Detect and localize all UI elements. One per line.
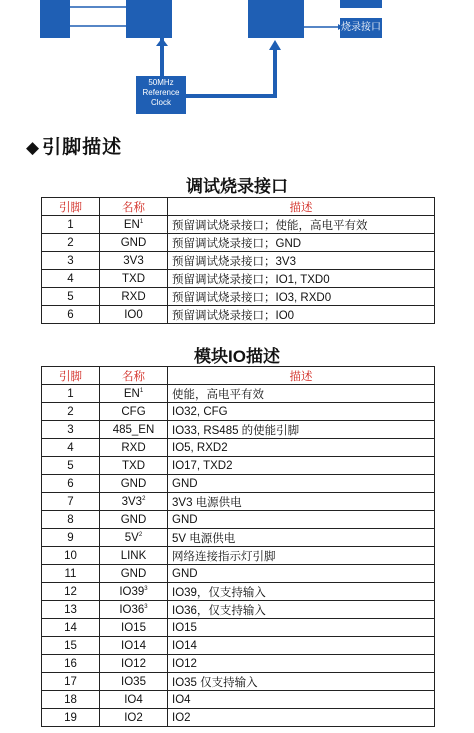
table-row [42,252,435,270]
pin-number-cell-text: 15 [64,639,77,652]
pin-name-cell-text: LINK [120,549,147,562]
pin-name-cell-text: GND [120,567,147,580]
table-row [42,270,435,288]
pin-number-cell [42,655,100,673]
pin-name-cell-text: 5V [124,531,139,544]
pin-name-cell-text: TXD [122,459,145,472]
pin-number-cell [42,565,100,583]
pin-name-cell [100,306,168,324]
pin-name-cell-text: GND [120,236,147,249]
io-pin-table [41,366,435,727]
pin-number-cell-text: 2 [67,405,74,418]
pin-name-cell-text: IO15 [121,621,146,634]
table-row [42,601,435,619]
pin-name-cell-text: GND [120,477,147,490]
table-row [42,529,435,547]
pin-description-cell-text: IO35 仅支持输入 [172,676,258,689]
pin-description-cell [168,457,435,475]
pin-number-cell [42,306,100,324]
mac-block [126,0,172,38]
interface-label: 烧录接口 [341,22,381,33]
pin-description-cell [168,306,435,324]
pin-number-cell [42,288,100,306]
pin-description-cell-text: IO4 [172,693,191,706]
footnote-marker: 2 [138,531,143,538]
pin-description-cell [168,529,435,547]
pin-number-cell [42,709,100,727]
pin-number-cell [42,421,100,439]
pin-description-cell-text: IO32, CFG [172,405,228,418]
pin-name-cell [100,234,168,252]
header-pin: 引脚 [42,367,100,385]
pin-number-cell [42,475,100,493]
pin-name-cell [100,673,168,691]
pin-description-cell [168,403,435,421]
pin-name-cell-text: TXD [122,272,145,285]
pin-name-cell-text: IO12 [121,657,146,670]
pin-name-cell [100,421,168,439]
table-row [42,288,435,306]
pin-description-cell-text: 预留调试烧录接口；IO0 [172,309,295,322]
pin-number-cell-text: 14 [64,621,77,634]
pin-description-cell [168,619,435,637]
pin-number-cell-text: 5 [67,459,74,472]
pin-name-cell-text: IO0 [124,308,143,321]
pin-description-cell [168,673,435,691]
pin-name-cell-text: IO35 [121,675,146,688]
table-row [42,619,435,637]
table-row [42,673,435,691]
header-pin: 引脚 [42,198,100,216]
clock-label-line2: Reference [142,88,180,97]
pin-number-cell [42,583,100,601]
table-row [42,385,435,403]
pin-number-cell-text: 4 [67,272,74,285]
pin-description-cell-text: 使能，高电平有效 [172,388,264,401]
pin-name-cell-text: CFG [121,405,146,418]
pin-name-cell [100,385,168,403]
pin-number-cell [42,252,100,270]
pin-name-cell-text: 3V3 [123,254,144,267]
pin-number-cell-text: 1 [67,387,74,400]
pin-number-cell-text: 4 [67,441,74,454]
pin-name-cell-text: 3V3 [121,495,143,508]
table-row [42,475,435,493]
diagram-lines [0,0,474,118]
pin-description-cell-text: IO14 [172,639,197,652]
table-row [42,691,435,709]
section-title [26,132,122,159]
pin-number-cell [42,637,100,655]
pin-name-cell [100,493,168,511]
pin-name-cell-text: IO14 [121,639,146,652]
pin-description-cell [168,565,435,583]
pin-number-cell [42,439,100,457]
reference-clock-block [136,76,186,114]
pin-name-cell-text: 485_EN [112,423,155,436]
pin-name-cell-text: IO4 [124,693,143,706]
pin-name-cell-text: IO2 [124,711,143,724]
pin-number-cell-text: 17 [64,675,77,688]
pin-number-cell [42,601,100,619]
pin-description-cell [168,655,435,673]
pin-description-cell-text: IO5, RXD2 [172,441,228,454]
pin-number-cell [42,691,100,709]
pin-number-cell-text: 3 [67,423,74,436]
pin-name-cell [100,288,168,306]
pin-number-cell-text: 19 [64,711,77,724]
pin-description-cell-text: 5V 电源供电 [172,532,236,545]
pin-name-cell-text: GND [120,513,147,526]
pin-name-cell [100,601,168,619]
pin-name-cell [100,270,168,288]
table-row [42,306,435,324]
table-row [42,637,435,655]
pin-description-cell-text: 预留调试烧录接口；IO3, RXD0 [172,291,332,304]
pin-description-cell [168,511,435,529]
table-row [42,403,435,421]
pin-name-cell [100,252,168,270]
pin-number-cell-text: 12 [64,585,77,598]
pin-description-cell-text: GND [172,567,198,580]
pin-description-cell-text: 预留调试烧录接口；GND [172,237,302,250]
pin-number-cell-text: 10 [64,549,77,562]
pin-name-cell [100,691,168,709]
table-header-row [42,198,435,216]
footnote-marker: 2 [142,495,146,502]
footnote-marker: 3 [144,585,148,592]
pin-name-cell [100,457,168,475]
pin-description-cell [168,601,435,619]
section-title-text: 引脚描述 [42,137,123,158]
pin-description-cell [168,421,435,439]
pin-description-cell-text: 预留调试烧录接口；使能，高电平有效 [172,219,368,232]
table-row [42,547,435,565]
pin-description-cell [168,252,435,270]
pin-name-cell-text: RXD [121,290,146,303]
pin-description-cell-text: IO39，仅支持输入 [172,586,266,599]
pin-description-cell-text: IO12 [172,657,197,670]
pin-description-cell [168,583,435,601]
left-block [40,0,70,38]
pin-number-cell [42,547,100,565]
pin-number-cell-text: 5 [67,290,74,303]
pin-number-cell-text: 1 [67,218,74,231]
pin-name-cell-text: RXD [121,441,146,454]
debug-table-title: 调试烧录接口 [186,177,288,196]
io-table-title: 模块IO描述 [194,347,280,366]
pin-name-cell [100,475,168,493]
pin-name-cell-text: EN [123,218,140,231]
debug-pin-table [41,197,435,324]
pin-number-cell [42,619,100,637]
pin-number-cell [42,270,100,288]
header-desc: 描述 [168,198,435,216]
pin-description-cell [168,288,435,306]
table-row [42,565,435,583]
pin-description-cell [168,709,435,727]
pin-name-cell [100,655,168,673]
pin-description-cell [168,475,435,493]
pin-name-cell [100,439,168,457]
pin-name-cell [100,619,168,637]
pin-number-cell-text: 6 [67,308,74,321]
pin-description-cell [168,691,435,709]
pin-number-cell [42,511,100,529]
pin-description-cell-text: 网络连接指示灯引脚 [172,550,276,563]
table-row [42,457,435,475]
footnote-marker: 1 [139,387,144,394]
pin-description-cell [168,216,435,234]
pin-number-cell-text: 3 [67,254,74,267]
pin-description-cell-text: IO36，仅支持输入 [172,604,266,617]
pin-number-cell [42,385,100,403]
pin-number-cell-text: 18 [64,693,77,706]
pin-description-cell [168,270,435,288]
pin-number-cell-text: 6 [67,477,74,490]
pin-name-cell [100,403,168,421]
header-desc: 描述 [168,367,435,385]
pin-description-cell [168,547,435,565]
pin-name-cell [100,637,168,655]
header-name: 名称 [100,367,168,385]
footnote-marker: 3 [144,603,148,610]
phy-block [248,0,304,38]
pin-number-cell [42,216,100,234]
table-row [42,583,435,601]
pin-name-cell-text: IO36 [119,603,145,616]
pin-description-cell-text: IO17, TXD2 [172,459,233,472]
pin-name-cell-text: EN [123,387,140,400]
pin-number-cell [42,403,100,421]
pin-number-cell [42,234,100,252]
header-name: 名称 [100,198,168,216]
pin-name-cell [100,547,168,565]
pin-number-cell-text: 8 [67,513,74,526]
pin-description-cell [168,493,435,511]
pin-description-cell-text: 预留调试烧录接口；3V3 [172,255,296,268]
table-row [42,439,435,457]
diamond-icon: ◆ [26,138,41,157]
pin-number-cell [42,529,100,547]
table-row [42,216,435,234]
pin-number-cell-text: 2 [67,236,74,249]
footnote-marker: 1 [139,218,144,225]
pin-description-cell-text: 3V3 电源供电 [172,496,242,509]
pin-name-cell [100,709,168,727]
pin-description-cell-text: IO15 [172,621,197,634]
pin-number-cell [42,673,100,691]
table-row [42,493,435,511]
pin-name-cell [100,529,168,547]
pin-number-cell [42,457,100,475]
pin-number-cell-text: 16 [64,657,77,670]
pin-description-cell [168,637,435,655]
pin-description-cell [168,385,435,403]
clock-label-line1: 50MHz [148,78,174,87]
pin-description-cell-text: GND [172,477,198,490]
pin-name-cell [100,511,168,529]
table-row [42,655,435,673]
table-row [42,421,435,439]
table-row [42,234,435,252]
table-header-row [42,367,435,385]
pin-name-cell [100,583,168,601]
pin-description-cell-text: GND [172,513,198,526]
pin-name-cell-text: IO39 [119,585,145,598]
pin-number-cell [42,493,100,511]
pin-number-cell-text: 13 [64,603,77,616]
pin-description-cell-text: IO33, RS485 的使能引脚 [172,424,300,437]
pin-number-cell-text: 7 [67,495,74,508]
table-row [42,511,435,529]
clock-label-line3: Clock [150,98,171,107]
pin-description-cell [168,234,435,252]
programming-interface-block [340,18,382,38]
pin-description-cell [168,439,435,457]
pin-name-cell [100,565,168,583]
block-diagram [0,0,474,118]
pin-description-cell-text: IO2 [172,711,191,724]
pin-name-cell [100,216,168,234]
pin-number-cell-text: 9 [67,531,74,544]
pin-number-cell-text: 11 [64,567,77,580]
table-row [42,709,435,727]
pin-description-cell-text: 预留调试烧录接口；IO1, TXD0 [172,273,330,286]
